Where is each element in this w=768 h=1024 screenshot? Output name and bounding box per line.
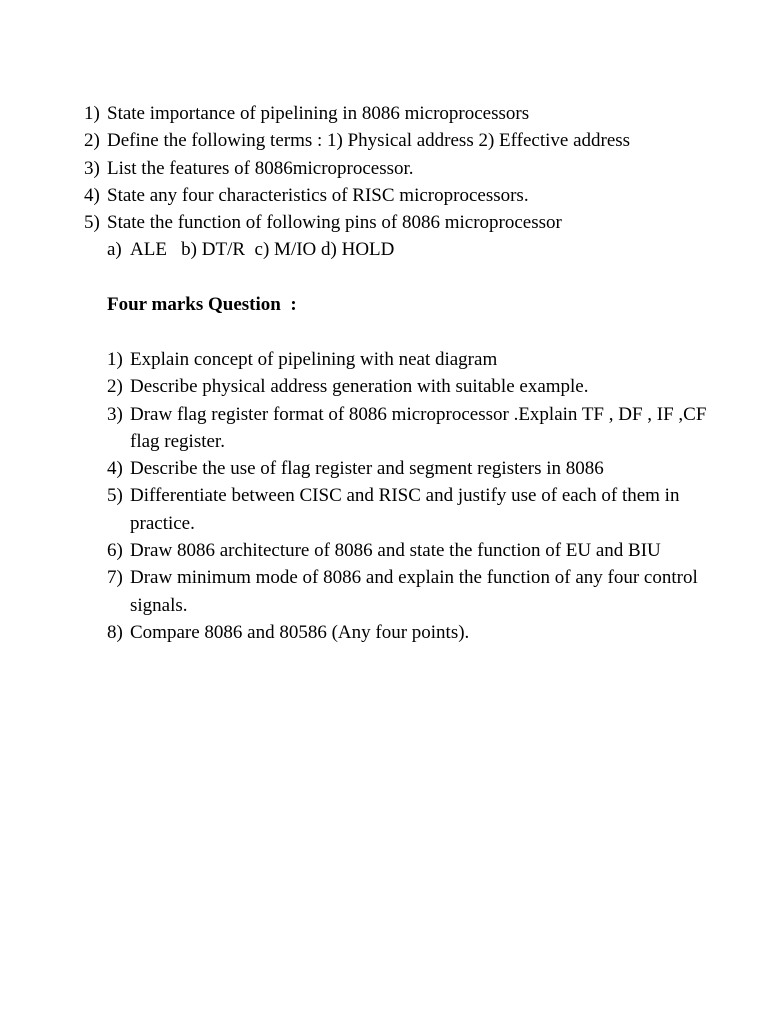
four-marks-question-list: [107, 346, 707, 646]
list-item: [107, 537, 707, 564]
list-item: [84, 100, 724, 127]
item-text: Describe the use of flag register and segment registers in 8086: [130, 458, 604, 480]
item-number: 5): [107, 485, 123, 507]
item-number: 4): [107, 458, 123, 480]
sub-item-number: a): [107, 239, 122, 260]
sub-item-text: ALE b) DT/R c) M/IO d) HOLD: [130, 239, 395, 260]
item-text: Define the following terms : 1) Physical address 2) Effective address: [107, 130, 631, 152]
two-marks-question-list: [84, 100, 724, 236]
item-text: State any four characteristics of RISC microprocessors.: [107, 184, 529, 206]
item-number: 6): [107, 540, 123, 562]
list-item: [107, 373, 707, 400]
list-item: [107, 401, 707, 456]
list-item: [84, 209, 724, 236]
pin-sub-item: [107, 236, 394, 263]
item-number: 3): [107, 403, 123, 425]
item-text: Explain concept of pipelining with neat diagram: [130, 349, 498, 370]
item-text: Draw 8086 architecture of 8086 and state the function of EU and BIU: [130, 540, 661, 562]
item-number: 2): [107, 376, 123, 398]
item-number: 7): [107, 567, 123, 589]
section-heading: Four marks Question :: [107, 294, 297, 315]
list-item: [107, 346, 707, 373]
list-item: [107, 482, 707, 537]
item-text: Draw flag register format of 8086 microprocessor .Explain TF , DF , IF ,CF flag register.: [130, 403, 707, 452]
item-text: Differentiate between CISC and RISC and justify use of each of them in practice.: [130, 485, 680, 534]
item-number: 1): [84, 103, 100, 124]
item-text: Draw minimum mode of 8086 and explain the function of any four control signals.: [130, 567, 698, 616]
item-text: State importance of pipelining in 8086 microprocessors: [107, 103, 530, 124]
item-text: List the features of 8086microprocessor.: [107, 157, 414, 179]
list-item: [84, 127, 724, 154]
list-item: [84, 155, 724, 182]
list-item: [107, 619, 707, 646]
item-number: 1): [107, 349, 123, 370]
item-number: 3): [84, 157, 100, 179]
list-item: [107, 564, 707, 619]
list-item: [107, 455, 707, 482]
item-number: 4): [84, 184, 100, 206]
item-text: Compare 8086 and 80586 (Any four points).: [130, 621, 470, 643]
item-number: 8): [107, 621, 123, 643]
item-text: Describe physical address generation with suitable example.: [130, 376, 589, 398]
item-number: 5): [84, 212, 100, 234]
item-number: 2): [84, 130, 100, 152]
list-item: [84, 182, 724, 209]
item-text: State the function of following pins of 8086 microprocessor: [107, 212, 562, 234]
